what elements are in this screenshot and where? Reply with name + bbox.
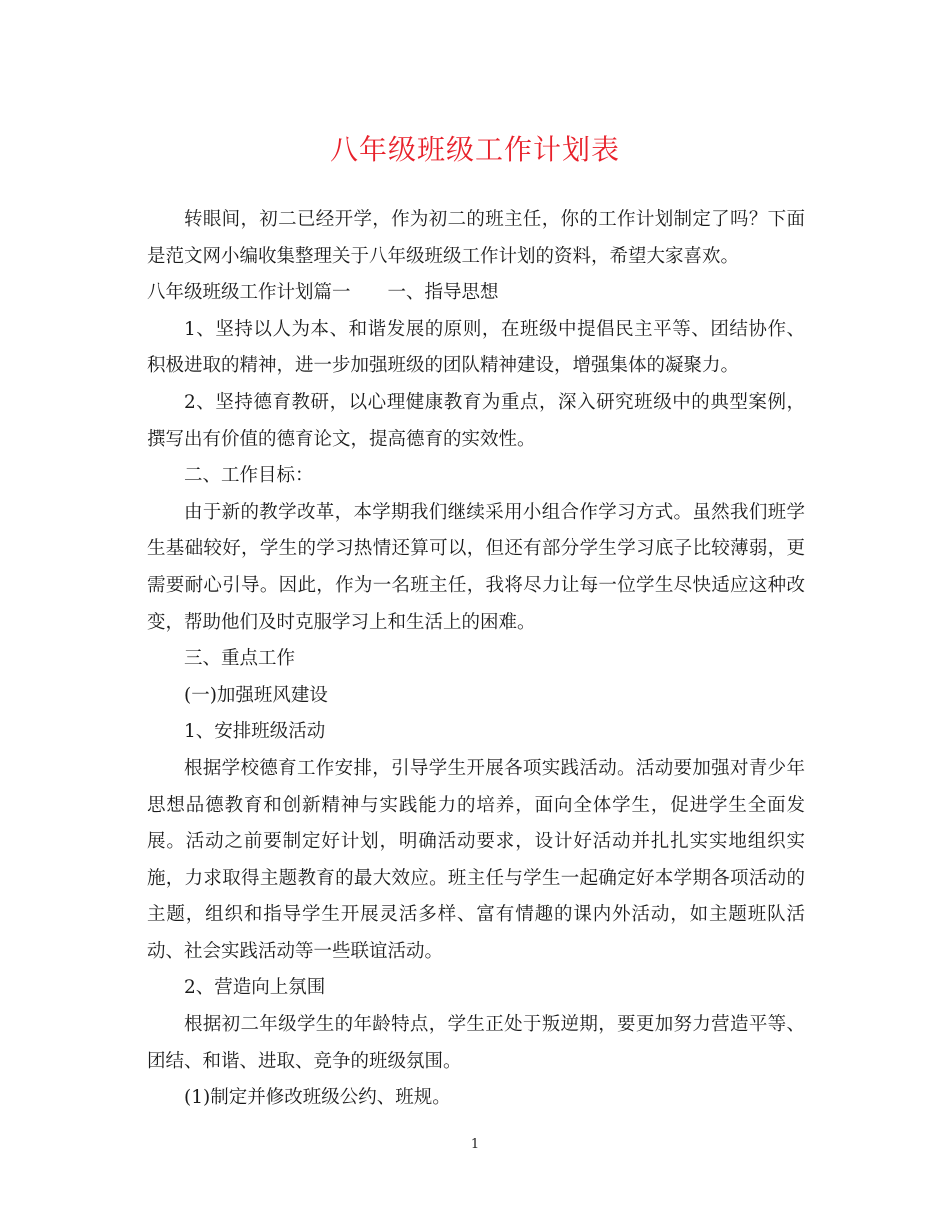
paragraph: 2、营造向上氛围	[184, 977, 326, 999]
document-body	[147, 202, 805, 1117]
paragraph: 转眼间，初二已经开学，作为初二的班主任，你的工作计划制定了吗？下面是范文网小编收集整理关于八年级班级工作计划的资料，希望大家喜欢。	[147, 209, 805, 267]
paragraph: 三、重点工作	[184, 648, 296, 670]
page-number: 1	[470, 1137, 480, 1152]
paragraph: 由于新的教学改革，本学期我们继续采用小组合作学习方式。虽然我们班学生基础较好，学生的学习热情还算可以，但还有部分学生学习底子比较薄弱，更需要耐心引导。因此，作为一名班主任，我将尽力让每一位学生尽快适应这种改变，帮助他们及时克服学习上和生活上的困难。	[147, 501, 805, 633]
paragraph: (一)加强班风建设	[184, 684, 328, 706]
paragraph: (1)制定并修改班级公约、班规。	[184, 1087, 451, 1109]
paragraph: 1、安排班级活动	[184, 721, 326, 743]
document-title: 八年级班级工作计划表	[329, 133, 620, 166]
paragraph: 二、工作目标：	[184, 465, 314, 487]
paragraph: 2、坚持德育教研，以心理健康教育为重点，深入研究班级中的典型案例，撰写出有价值的德育论文，提高德育的实效性。	[147, 391, 805, 450]
paragraph: 根据学校德育工作安排，引导学生开展各项实践活动。活动要加强对青少年思想品德教育和创新精神与实践能力的培养，面向全体学生，促进学生全面发展。活动之前要制定好计划，明确活动要求，设计好活动并扎扎实实地组织实施，力求取得主题教育的最大效应。班主任与学生一起确定好本学期各项活动的主题，组织和指导学生开展灵活多样、富有情趣的课内外活动，如主题班队活动、社会实践活动等一些联谊活动。	[147, 757, 805, 962]
paragraph: 八年级班级工作计划篇一 一、指导思想	[147, 282, 499, 304]
paragraph: 1、坚持以人为本、和谐发展的原则，在班级中提倡民主平等、团结协作、积极进取的精神，进一步加强班级的团队精神建设，增强集体的凝聚力。	[147, 318, 805, 377]
paragraph: 根据初二年级学生的年龄特点，学生正处于叛逆期，要更加努力营造平等、团结、和谐、进取、竞争的班级氛围。	[147, 1014, 805, 1072]
